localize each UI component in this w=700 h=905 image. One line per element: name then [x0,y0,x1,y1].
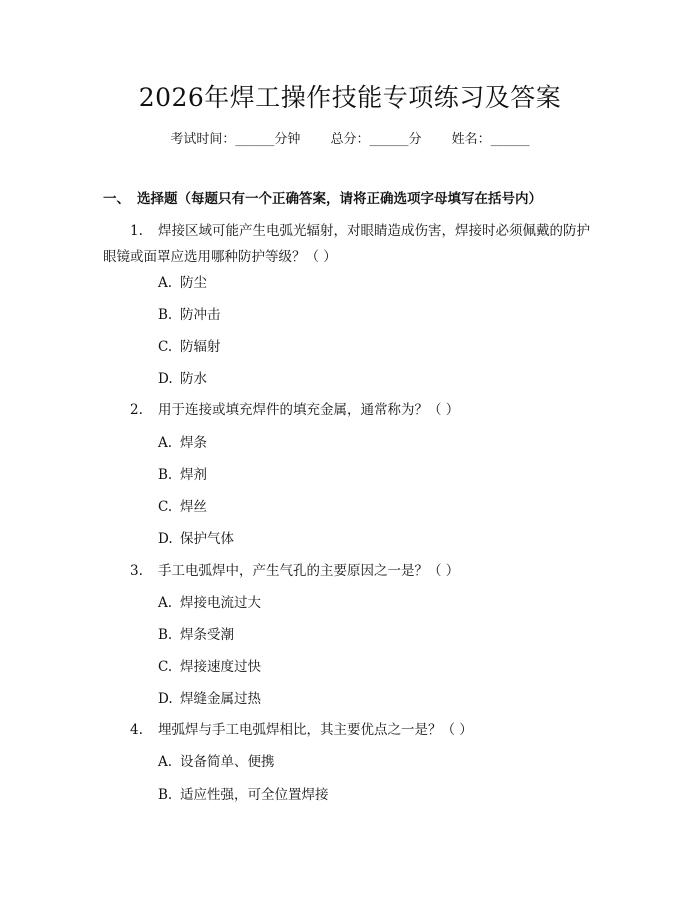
option-text: 焊缝金属过热 [180,691,261,707]
option-letter: D. [158,691,173,707]
option-letter: A. [158,275,173,291]
question-number: 3. [130,563,143,579]
section-heading [103,189,542,209]
question-3-option-c [158,657,261,677]
option-letter: B. [158,787,173,803]
question-text-line1: 焊接区域可能产生电弧光辐射，对眼睛造成伤害，焊接时必须佩戴的防护 [158,223,590,239]
option-text: 焊剂 [180,467,207,483]
question-4 [103,717,603,743]
option-letter: B. [158,467,173,483]
option-text: 防辐射 [180,339,221,355]
section-text: 选择题（每题只有一个正确答案，请将正确选项字母填写在括号内） [137,191,542,207]
option-letter: C. [158,339,173,355]
question-text-line1: 埋弧焊与手工电弧焊相比，其主要优点之一是？（ ） [158,722,473,738]
question-3 [103,558,603,584]
option-text: 焊接速度过快 [180,659,261,675]
question-4-option-b [158,785,329,805]
question-2 [103,397,603,423]
question-2-option-a [158,433,207,453]
question-3-option-a [158,593,261,613]
question-1-option-a [158,273,207,293]
name-field: 姓名：______ [451,132,530,147]
option-text: 防冲击 [180,307,221,323]
option-text: 设备简单、便携 [180,754,275,770]
option-letter: C. [158,659,173,675]
exam-meta [0,130,700,150]
option-letter: D. [158,371,173,387]
option-text: 防尘 [180,275,207,291]
option-text: 焊接电流过大 [180,595,261,611]
option-text: 焊条 [180,435,207,451]
question-3-option-d [158,689,261,709]
option-letter: A. [158,435,173,451]
question-1-option-b [158,305,221,325]
question-text-line1: 手工电弧焊中，产生气孔的主要原因之一是？（ ） [158,563,460,579]
option-letter: A. [158,595,173,611]
option-text: 防水 [180,371,207,387]
option-letter: D. [158,531,173,547]
question-1 [103,218,603,270]
page-title: 2026年焊工操作技能专项练习及答案 [138,83,562,112]
question-number: 2. [130,402,143,418]
option-letter: B. [158,307,173,323]
option-letter: C. [158,499,173,515]
question-2-option-b [158,465,207,485]
question-number: 4. [130,722,143,738]
question-3-option-b [158,625,234,645]
question-text-line2: 眼镜或面罩应选用哪种防护等级？（ ） [103,249,337,265]
option-text: 焊丝 [180,499,207,515]
question-1-option-d [158,369,207,389]
option-letter: A. [158,754,173,770]
question-4-option-a [158,752,275,772]
question-1-option-c [158,337,221,357]
section-number: 一、 [103,191,130,207]
option-text: 适应性强，可全位置焊接 [180,787,329,803]
total-score-field: 总分：______分 [330,132,422,147]
question-2-option-c [158,497,207,517]
question-text-line1: 用于连接或填充焊件的填充金属，通常称为？（ ） [158,402,460,418]
option-letter: B. [158,627,173,643]
question-2-option-d [158,529,234,549]
option-text: 保护气体 [180,531,234,547]
question-number: 1. [130,223,143,239]
option-text: 焊条受潮 [180,627,234,643]
exam-time-field: 考试时间：______分钟 [170,132,301,147]
